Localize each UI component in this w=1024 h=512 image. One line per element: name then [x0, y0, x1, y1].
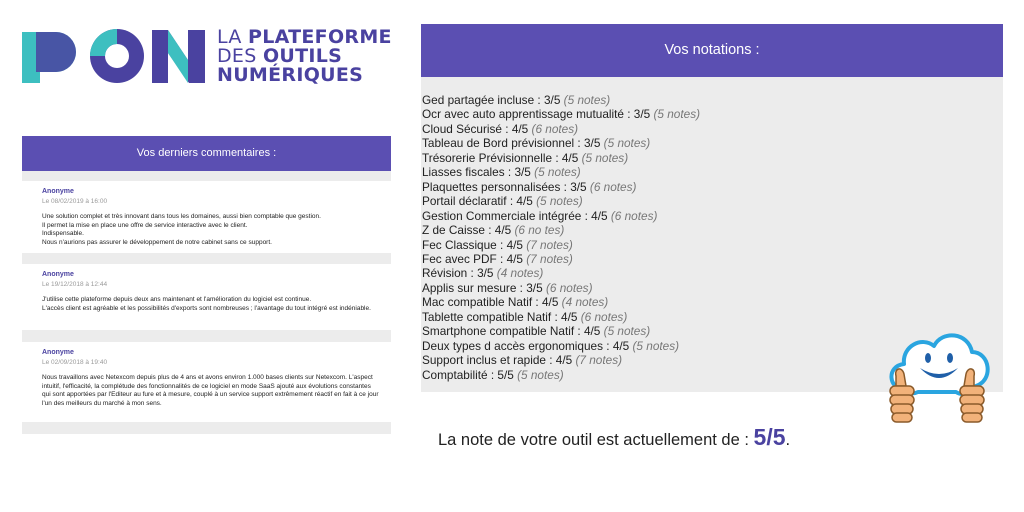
overall-score-label: La note de votre outil est actuellement de :	[438, 431, 754, 449]
rating-label: Z de Caisse : 4/5	[422, 223, 512, 238]
rating-item	[422, 136, 700, 150]
rating-item	[422, 223, 700, 237]
overall-score-suffix: .	[785, 431, 791, 449]
rating-count: (6 notes)	[610, 208, 658, 223]
comment-date: Le 08/02/2019 à 16:00	[42, 198, 108, 205]
rating-item	[422, 107, 700, 121]
rating-item	[422, 93, 700, 107]
rating-label: Ged partagée incluse : 3/5	[422, 93, 561, 107]
rating-count: (5 notes)	[563, 93, 611, 107]
brand-logo	[22, 26, 392, 88]
comment-author: Anonyme	[42, 188, 74, 195]
ratings-list	[422, 93, 700, 382]
rating-item	[422, 339, 700, 353]
rating-item	[422, 368, 700, 382]
rating-label: Révision : 3/5	[422, 266, 494, 281]
rating-count: (6 notes)	[545, 280, 593, 295]
rating-label: Mac compatible Natif : 4/5	[422, 295, 559, 310]
rating-item	[422, 324, 700, 338]
comment-text: Nous travaillons avec Netexcom depuis plus de 4 ans et avons environ 1.000 bases clients sur Netexcom. L'aspect intuitif, l'efficacité, la complétude des fonctionnalités de ce logiciel en mode SaaS ajouté aux évolutions constantes qui sont apportées par l'Editeur au fure et à mesure, couplé à un service support extrêmement réactif en fait à ce jour l'un des meilleurs du marché à mon sens.	[42, 374, 379, 407]
rating-item	[422, 353, 700, 367]
rating-count: (5 notes)	[536, 194, 583, 209]
comment-text: Une solution complet et très innovant dans tous les domaines, aussi bien comptable que gestion. Il permet la mise en place une offre de service interactive avec le client. Indispensable. Nous n'aurions pas assurer le développement de notre cabinet sans ce support.	[42, 213, 321, 246]
rating-item	[422, 310, 700, 324]
rating-count: (5 notes)	[632, 338, 680, 353]
rating-label: Fec avec PDF : 4/5	[422, 251, 523, 266]
rating-count: (4 notes)	[496, 266, 544, 281]
pon-logo-icon	[22, 26, 207, 88]
brand-tagline: LA PLATEFORME DES OUTILS NUMÉRIQUES	[217, 26, 392, 86]
rating-count: (4 notes)	[561, 295, 609, 310]
rating-count: (5 notes)	[517, 367, 564, 382]
ratings-title: Vos notations :	[421, 24, 1003, 77]
rating-label: Applis sur mesure : 3/5	[422, 280, 543, 295]
rating-count: (6 notes)	[580, 309, 628, 324]
rating-label: Comptabilité : 5/5	[422, 367, 514, 382]
rating-count: (7 notes)	[526, 251, 573, 266]
rating-label: Smartphone compatible Natif : 4/5	[422, 324, 601, 339]
comment-item	[22, 342, 391, 422]
rating-item	[422, 295, 700, 309]
rating-item	[422, 180, 700, 194]
rating-count: (5 notes)	[581, 150, 629, 165]
rating-count: (5 notes)	[653, 107, 701, 122]
comments-title: Vos derniers commentaires :	[22, 136, 391, 171]
rating-count: (6 no tes)	[514, 223, 565, 238]
rating-item	[422, 122, 700, 136]
comment-author: Anonyme	[42, 349, 74, 356]
rating-count: (7 notes)	[575, 353, 623, 368]
rating-count: (5 notes)	[603, 136, 651, 151]
rating-item	[422, 151, 700, 165]
rating-label: Plaquettes personnalisées : 3/5	[422, 179, 587, 194]
rating-label: Cloud Sécurisé : 4/5	[422, 121, 529, 136]
rating-label: Deux types d accès ergonomiques : 4/5	[422, 338, 630, 353]
rating-item	[422, 266, 700, 280]
rating-label: Fec Classique : 4/5	[422, 237, 523, 252]
rating-item	[422, 281, 700, 295]
comment-author: Anonyme	[42, 271, 74, 278]
comment-date: Le 19/12/2018 à 12:44	[42, 281, 108, 288]
comment-item	[22, 264, 391, 330]
rating-count: (6 notes)	[589, 179, 637, 194]
rating-item	[422, 194, 700, 208]
overall-score-value: 5/5	[753, 424, 786, 450]
rating-count: (5 notes)	[534, 165, 581, 180]
rating-count: (7 notes)	[526, 237, 573, 252]
rating-label: Support inclus et rapide : 4/5	[422, 353, 573, 368]
overall-score	[438, 424, 790, 451]
comments-panel	[22, 136, 391, 434]
rating-item	[422, 238, 700, 252]
rating-label: Tablette compatible Natif : 4/5	[422, 309, 578, 324]
rating-count: (5 notes)	[603, 324, 651, 339]
comment-item	[22, 181, 391, 253]
rating-label: Tableau de Bord prévisionnel : 3/5	[422, 136, 601, 151]
comment-text: J'utilise cette plateforme depuis deux ans maintenant et l'amélioration du logiciel est continue. L'accès client est agréable et les possibilités d'exports sont nombreuses ; l'avantage du tout intégré est indéniable.	[42, 296, 371, 312]
rating-label: Ocr avec auto apprentissage mutualité : 3/5	[422, 107, 651, 122]
rating-label: Liasses fiscales : 3/5	[422, 165, 531, 180]
comment-date: Le 02/09/2018 à 19:40	[42, 359, 108, 366]
cloud-thumbs-up-icon	[882, 324, 994, 436]
rating-item	[422, 252, 700, 266]
rating-label: Gestion Commerciale intégrée : 4/5	[422, 208, 608, 223]
rating-item	[422, 165, 700, 179]
rating-item	[422, 209, 700, 223]
rating-label: Portail déclaratif : 4/5	[422, 194, 533, 209]
rating-label: Trésorerie Prévisionnelle : 4/5	[422, 150, 579, 165]
rating-count: (6 notes)	[531, 121, 579, 136]
